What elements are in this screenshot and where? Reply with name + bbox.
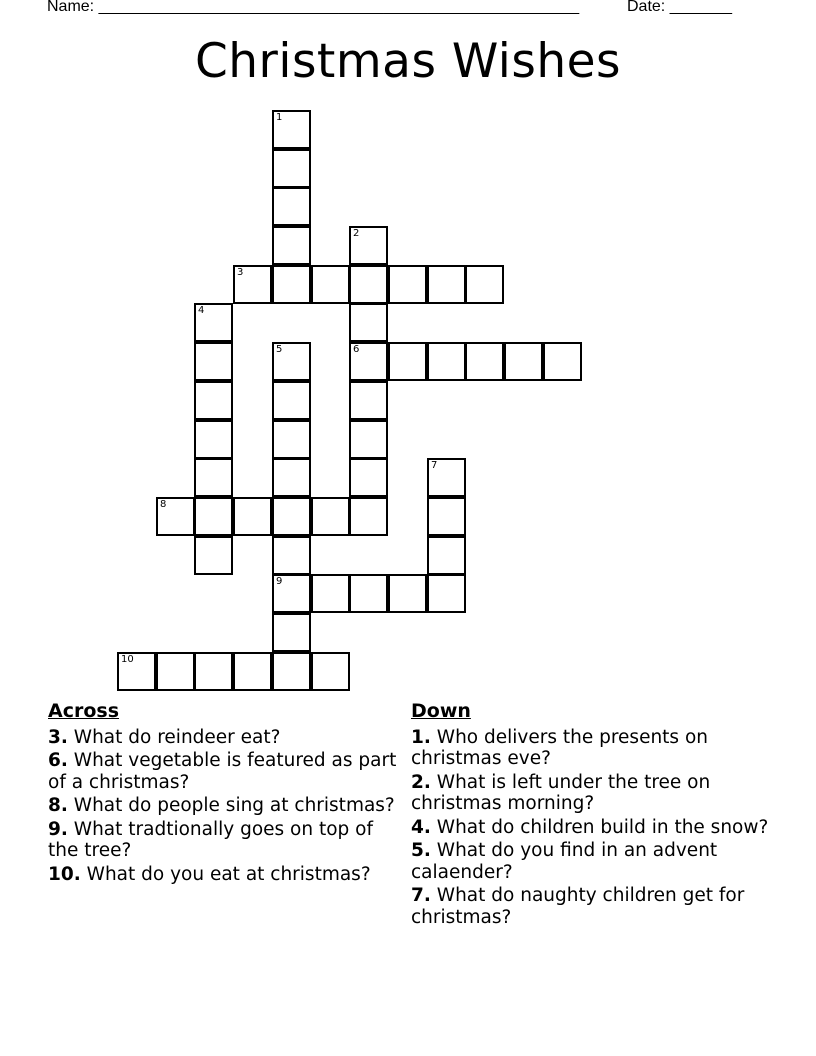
- grid-cell[interactable]: [543, 342, 582, 381]
- down-clues: [411, 701, 771, 930]
- grid-cell[interactable]: [349, 574, 388, 613]
- grid-cell[interactable]: [194, 497, 233, 536]
- grid-cell[interactable]: [233, 497, 272, 536]
- clue-number: 2: [353, 228, 360, 239]
- name-field-line: Name: ______________________________________________________: [47, 0, 580, 15]
- across-clues: [48, 701, 398, 887]
- grid-cell[interactable]: [272, 342, 311, 381]
- clue-number: 9: [276, 576, 283, 587]
- down-clue: 1. Who delivers the presents on christmas eve?: [411, 726, 708, 769]
- across-clue: 10. What do you eat at christmas?: [48, 863, 371, 885]
- grid-cell[interactable]: [311, 497, 350, 536]
- grid-cell[interactable]: [233, 265, 272, 304]
- down-clue: 4. What do children build in the snow?: [411, 816, 769, 838]
- grid-cell[interactable]: [194, 342, 233, 381]
- grid-cell[interactable]: [272, 652, 311, 691]
- grid-cell[interactable]: [272, 110, 311, 149]
- grid-cell[interactable]: [117, 652, 156, 691]
- grid-cell[interactable]: [194, 652, 233, 691]
- across-clue: 9. What tradtionally goes on top of the tree?: [48, 818, 374, 861]
- grid-cell[interactable]: [233, 652, 272, 691]
- clue-number: 5: [276, 344, 283, 355]
- clue-number: 3: [237, 267, 244, 278]
- grid-cell[interactable]: [311, 265, 350, 304]
- grid-cell[interactable]: [427, 574, 466, 613]
- grid-cell[interactable]: [272, 613, 311, 652]
- grid-cell[interactable]: [156, 497, 195, 536]
- grid-cell[interactable]: [427, 458, 466, 497]
- down-clue: 7. What do naughty children get for christmas?: [411, 885, 745, 928]
- grid-cell[interactable]: [272, 265, 311, 304]
- clue-number: 8: [160, 499, 167, 510]
- grid-cell[interactable]: [194, 420, 233, 459]
- down-clue: 5. What do you find in an advent calaender?: [411, 840, 718, 883]
- grid-cell[interactable]: [349, 381, 388, 420]
- across-heading: Across: [48, 700, 120, 722]
- grid-cell[interactable]: [427, 497, 466, 536]
- grid-cell[interactable]: [349, 497, 388, 536]
- grid-cell[interactable]: [349, 226, 388, 265]
- grid-cell[interactable]: [388, 342, 427, 381]
- grid-cell[interactable]: [272, 420, 311, 459]
- grid-cell[interactable]: [194, 303, 233, 342]
- grid-cell[interactable]: [427, 342, 466, 381]
- grid-cell[interactable]: [504, 342, 543, 381]
- grid-cell[interactable]: [349, 458, 388, 497]
- grid-cell[interactable]: [272, 149, 311, 188]
- date-field-line: Date: _______: [627, 0, 732, 15]
- grid-cell[interactable]: [427, 536, 466, 575]
- grid-cell[interactable]: [272, 574, 311, 613]
- across-clue: 8. What do people sing at christmas?: [48, 795, 395, 816]
- grid-cell[interactable]: [349, 265, 388, 304]
- grid-cell[interactable]: [194, 536, 233, 575]
- grid-cell[interactable]: [388, 265, 427, 304]
- grid-cell[interactable]: [272, 381, 311, 420]
- grid-cell[interactable]: [272, 458, 311, 497]
- down-clue: 2. What is left under the tree on christmas morning?: [411, 771, 711, 814]
- grid-cell[interactable]: [388, 574, 427, 613]
- across-clue: 3. What do reindeer eat?: [48, 726, 281, 748]
- clue-number: 1: [276, 112, 283, 123]
- puzzle-title: Christmas Wishes: [194, 34, 622, 89]
- grid-cell[interactable]: [272, 226, 311, 265]
- clue-number: 7: [431, 460, 438, 471]
- clue-number: 4: [198, 305, 205, 316]
- grid-cell[interactable]: [465, 265, 504, 304]
- grid-cell[interactable]: [311, 574, 350, 613]
- clue-number: 6: [353, 344, 360, 355]
- across-clue: 6. What vegetable is featured as part of a christmas?: [48, 750, 397, 793]
- grid-cell[interactable]: [156, 652, 195, 691]
- grid-cell[interactable]: [194, 381, 233, 420]
- clue-number: 10: [121, 654, 134, 665]
- grid-cell[interactable]: [194, 458, 233, 497]
- grid-cell[interactable]: [272, 497, 311, 536]
- grid-cell[interactable]: [427, 265, 466, 304]
- grid-cell[interactable]: [349, 420, 388, 459]
- grid-cell[interactable]: [465, 342, 504, 381]
- grid-cell[interactable]: [349, 342, 388, 381]
- down-heading: Down: [411, 700, 471, 722]
- grid-cell[interactable]: [272, 187, 311, 226]
- grid-cell[interactable]: [272, 536, 311, 575]
- grid-cell[interactable]: [311, 652, 350, 691]
- grid-cell[interactable]: [349, 303, 388, 342]
